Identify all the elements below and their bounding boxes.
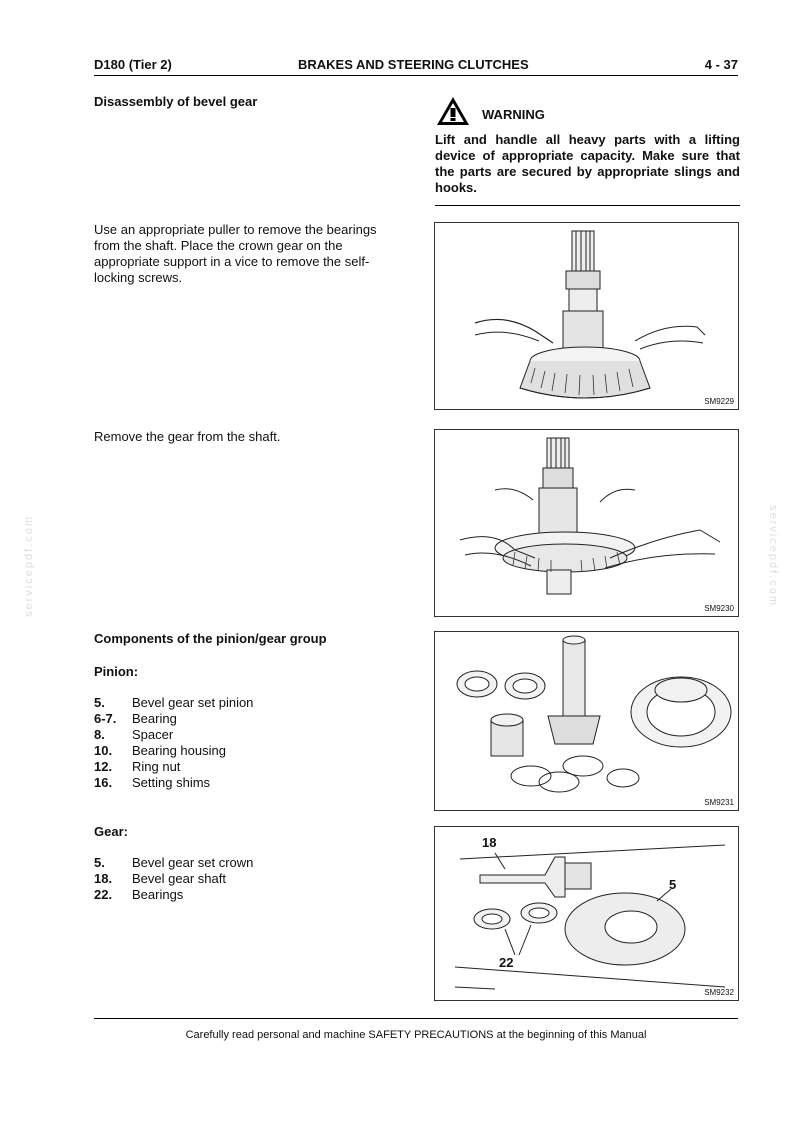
figure-gear-components	[434, 826, 739, 1001]
gear-parts-list	[94, 855, 253, 903]
warning-rule	[435, 205, 740, 206]
figure-illustration	[435, 632, 740, 812]
list-item: 5. Bevel gear set pinion	[94, 695, 254, 710]
watermark-left: servicepdf.com	[22, 515, 35, 617]
list-item: 6-7. Bearing	[94, 711, 177, 726]
section-title-disassembly: Disassembly of bevel gear	[94, 94, 258, 109]
figure-code: SM9232	[704, 988, 734, 997]
figure-illustration	[435, 827, 740, 1002]
figure-illustration	[435, 223, 740, 411]
figure-code: SM9230	[704, 604, 734, 613]
figure-illustration	[435, 430, 740, 618]
figure-remove-gear	[434, 429, 739, 617]
list-item: 10. Bearing housing	[94, 743, 226, 758]
pinion-parts-list	[94, 695, 253, 791]
footer-safety-note: Carefully read personal and machine SAFETY PRECAUTIONS at the beginning of this Manual	[185, 1029, 647, 1041]
components-title: Components of the pinion/gear group	[94, 631, 327, 646]
warning-icon	[436, 96, 470, 126]
pinion-title: Pinion:	[94, 664, 139, 679]
header-rule	[94, 75, 738, 76]
callout-18: 18	[482, 835, 497, 850]
gear-title: Gear:	[94, 824, 128, 839]
header-model: D180 (Tier 2)	[94, 57, 172, 72]
figure-puller-bearings	[434, 222, 739, 410]
footer-rule	[94, 1018, 738, 1019]
header-section-title: BRAKES AND STEERING CLUTCHES	[298, 57, 529, 72]
callout-22: 22	[499, 955, 514, 970]
list-item: 18. Bevel gear shaft	[94, 871, 226, 886]
step-remove-bearings: Use an appropriate puller to remove the bearings from the shaft. Place the crown gear on the appropriate support in a vice to remove the self-locking screws.	[94, 222, 377, 285]
list-item: 5. Bevel gear set crown	[94, 855, 254, 870]
figure-code: SM9231	[704, 798, 734, 807]
figure-code: SM9229	[704, 397, 734, 406]
watermark-right: servicepdf.com	[766, 505, 779, 607]
callout-5: 5	[669, 877, 677, 892]
warning-title: WARNING	[482, 107, 545, 122]
list-item: 16. Setting shims	[94, 775, 211, 790]
header-page-number: 4 - 37	[704, 57, 738, 72]
figure-pinion-components	[434, 631, 739, 811]
list-item: 12. Ring nut	[94, 759, 181, 774]
warning-text: Lift and handle all heavy parts with a lifting device of appropriate capacity. Make sure that the parts are secured by appropriate slings and hooks.	[435, 132, 740, 195]
list-item: 22. Bearings	[94, 887, 184, 902]
step-remove-gear: Remove the gear from the shaft.	[94, 429, 281, 444]
list-item: 8. Spacer	[94, 727, 174, 742]
